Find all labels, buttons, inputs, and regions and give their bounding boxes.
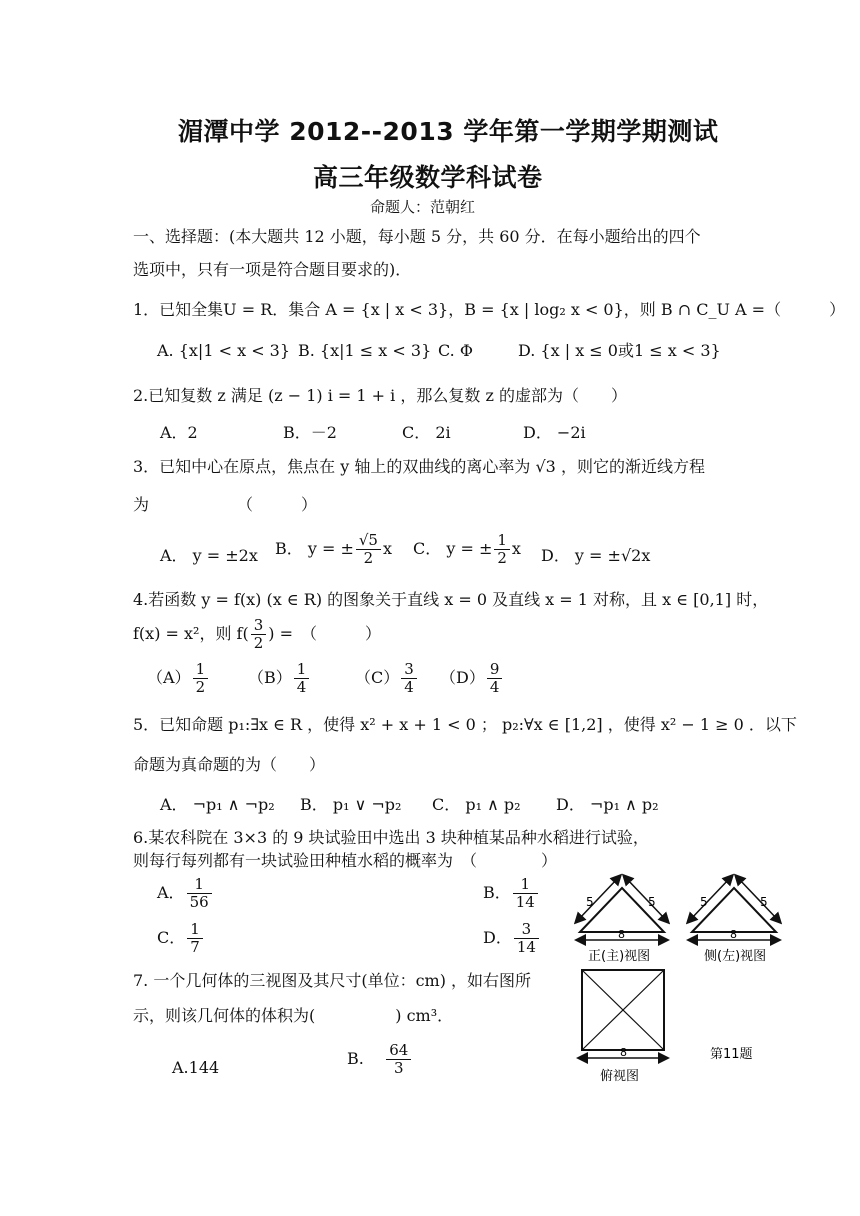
question-6-option-b (483, 876, 540, 911)
q6c-fraction (187, 921, 203, 956)
q6b-den: 14 (515, 893, 535, 911)
exam-title-line1: 湄潭中学 2012--2013 学年第一学期学期测试 (178, 117, 719, 146)
q4b-label: （B） (248, 668, 292, 687)
q6a-fraction (187, 876, 212, 911)
q7b-den: 3 (393, 1059, 404, 1077)
q4c-label: （C） (355, 668, 400, 687)
q3c-suffix: x (511, 539, 521, 558)
q3b-prefix: B． y = ± (275, 539, 354, 558)
question-4-option-b (248, 661, 311, 696)
q6c-label: C． (157, 928, 186, 947)
q4-stem2-num: 3 (251, 617, 267, 635)
q4-stem2-den: 2 (253, 634, 264, 652)
q4d-fraction (487, 661, 503, 696)
q4-stem2-fraction (251, 617, 267, 652)
q4-stem2-prefix: f(x) = x²，则 f( (133, 624, 249, 643)
q4c-den: 4 (404, 678, 414, 696)
question-5-option-b: B． p₁ ∨ ¬p₂ (300, 795, 402, 814)
question-3-option-b (275, 532, 392, 567)
q6c-den: 7 (190, 938, 200, 956)
q4a-num: 1 (193, 661, 209, 679)
question-6-option-d (483, 921, 541, 956)
q3c-den: 2 (497, 549, 507, 567)
question-7-stem-line2: 示，则该几何体的体积为( ) cm³． (133, 1006, 454, 1025)
figure-problem-label: 第11题 (710, 1047, 753, 1062)
q4c-fraction (401, 661, 417, 696)
question-5-stem-line1: 5．已知命题 p₁:∃x ∈ R ，使得 x² + x + 1 < 0 ； p₂:∀x ∈ [1,2] ，使得 x² − 1 ≥ 0 ．以下 (133, 715, 797, 734)
section-instructions-line1: 一、选择题：(本大题共 12 小题，每小题 5 分，共 60 分．在每小题给出的四个 (133, 227, 701, 246)
question-1-option-a: A. {x|1 < x < 3} (157, 341, 291, 360)
question-1-stem: 1．已知全集U = R．集合 A = {x | x < 3}，B = {x | log₂ x < 0}，则 B ∩ C_U A =（ ） (133, 300, 846, 319)
q4c-num: 3 (401, 661, 417, 679)
question-5-stem-line2: 命题为真命题的为（ ） (133, 755, 326, 774)
question-3-option-c (413, 532, 521, 567)
side-base-label: 8 (730, 928, 737, 941)
q6d-fraction (514, 921, 539, 956)
question-5-option-c: C． p₁ ∧ p₂ (432, 795, 521, 814)
question-2-option-a: A．2 (160, 423, 198, 442)
front-view (578, 878, 666, 964)
question-7-stem-line1: 7. 一个几何体的三视图及其尺寸(单位：cm) ，如右图所 (133, 971, 532, 990)
question-2-option-c: C． 2i (402, 423, 451, 442)
question-3-stem-line2: 为 （ ） (133, 495, 318, 514)
question-3-option-d: D． y = ±√2x (541, 546, 651, 565)
q3b-den: 2 (363, 549, 374, 567)
q4d-num: 9 (487, 661, 503, 679)
exam-title-line2: 高三年级数学科试卷 (313, 163, 543, 192)
side-left-edge-label: 5 (700, 895, 708, 909)
q7b-num: 64 (386, 1042, 411, 1060)
question-2-option-b: B．－2 (283, 423, 337, 442)
question-4-option-a (147, 661, 210, 696)
top-base-label: 8 (620, 1046, 627, 1059)
front-right-edge-label: 5 (648, 895, 656, 909)
q4-stem2-suffix: ) = （ ） (268, 624, 381, 643)
q4a-label: （A） (147, 668, 191, 687)
three-view-figure (560, 870, 810, 1100)
q6a-num: 1 (187, 876, 212, 894)
side-view (690, 878, 778, 964)
q3b-fraction (356, 532, 381, 567)
question-5-option-d: D． ¬p₁ ∧ p₂ (556, 795, 659, 814)
question-4-option-d (440, 661, 504, 696)
side-view-caption: 侧(左)视图 (704, 949, 767, 964)
question-7-option-a: A.144 (172, 1058, 220, 1077)
exam-author: 命题人：范朝红 (370, 198, 476, 216)
q3b-num: √5 (356, 532, 381, 550)
front-base-label: 8 (618, 928, 625, 941)
q6d-label: D． (483, 928, 512, 947)
q6b-num: 1 (513, 876, 538, 894)
q4b-den: 4 (296, 678, 307, 696)
front-view-caption: 正(主)视图 (588, 949, 651, 964)
question-2-option-d: D． −2i (523, 423, 586, 442)
side-right-edge-label: 5 (760, 895, 768, 909)
q4b-num: 1 (294, 661, 310, 679)
q4b-fraction (294, 661, 310, 696)
q6a-den: 56 (189, 893, 209, 911)
q3b-suffix: x (382, 539, 393, 558)
section-instructions-line2: 选项中，只有一项是符合题目要求的)． (133, 260, 412, 279)
question-4-stem-line2 (133, 617, 381, 652)
q6d-num: 3 (514, 921, 539, 939)
question-3-stem-line1: 3．已知中心在原点，焦点在 y 轴上的双曲线的离心率为 √3 ，则它的渐近线方程 (133, 457, 705, 476)
top-view (582, 970, 664, 1084)
q4d-den: 4 (489, 678, 500, 696)
question-1-option-d: D. {x | x ≤ 0或1 ≤ x < 3} (518, 341, 721, 360)
front-left-edge-label: 5 (586, 895, 594, 909)
q3c-fraction (494, 532, 510, 567)
q4a-den: 2 (195, 678, 206, 696)
question-2-stem: 2.已知复数 z 满足 (z − 1) i = 1 + i ，那么复数 z 的虚部为（ ） (133, 386, 627, 405)
q4a-fraction (193, 661, 209, 696)
q6a-label: A． (157, 883, 185, 902)
q3c-num: 1 (494, 532, 510, 550)
q7b-label: B. (347, 1049, 364, 1068)
top-view-caption: 俯视图 (600, 1069, 640, 1084)
question-3-option-a: A． y = ±2x (160, 546, 258, 565)
question-7-option-b (347, 1042, 413, 1077)
question-6-option-a (157, 876, 214, 911)
question-4-option-c (355, 661, 419, 696)
question-6-stem-line2: 则每行每列都有一块试验田种植水稻的概率为 （ ） (133, 851, 558, 870)
question-6-option-c (157, 921, 205, 956)
q7b-fraction (386, 1042, 411, 1077)
question-4-stem-line1: 4.若函数 y = f(x) (x ∈ R) 的图象关于直线 x = 0 及直线 x = 1 对称，且 x ∈ [0,1] 时， (133, 590, 769, 609)
question-6-stem-line1: 6.某农科院在 3×3 的 9 块试验田中选出 3 块种植某品种水稻进行试验， (133, 828, 649, 847)
q4d-label: （D） (440, 668, 485, 687)
q6b-fraction (513, 876, 538, 911)
question-1-option-b: B. {x|1 ≤ x < 3} (298, 341, 432, 360)
q6d-den: 14 (516, 938, 536, 956)
question-5-option-a: A． ¬p₁ ∧ ¬p₂ (160, 795, 275, 814)
q6b-label: B． (483, 883, 511, 902)
q3c-prefix: C． y = ± (413, 539, 493, 558)
q6c-num: 1 (187, 921, 203, 939)
question-1-option-c: C. Φ (438, 341, 473, 360)
